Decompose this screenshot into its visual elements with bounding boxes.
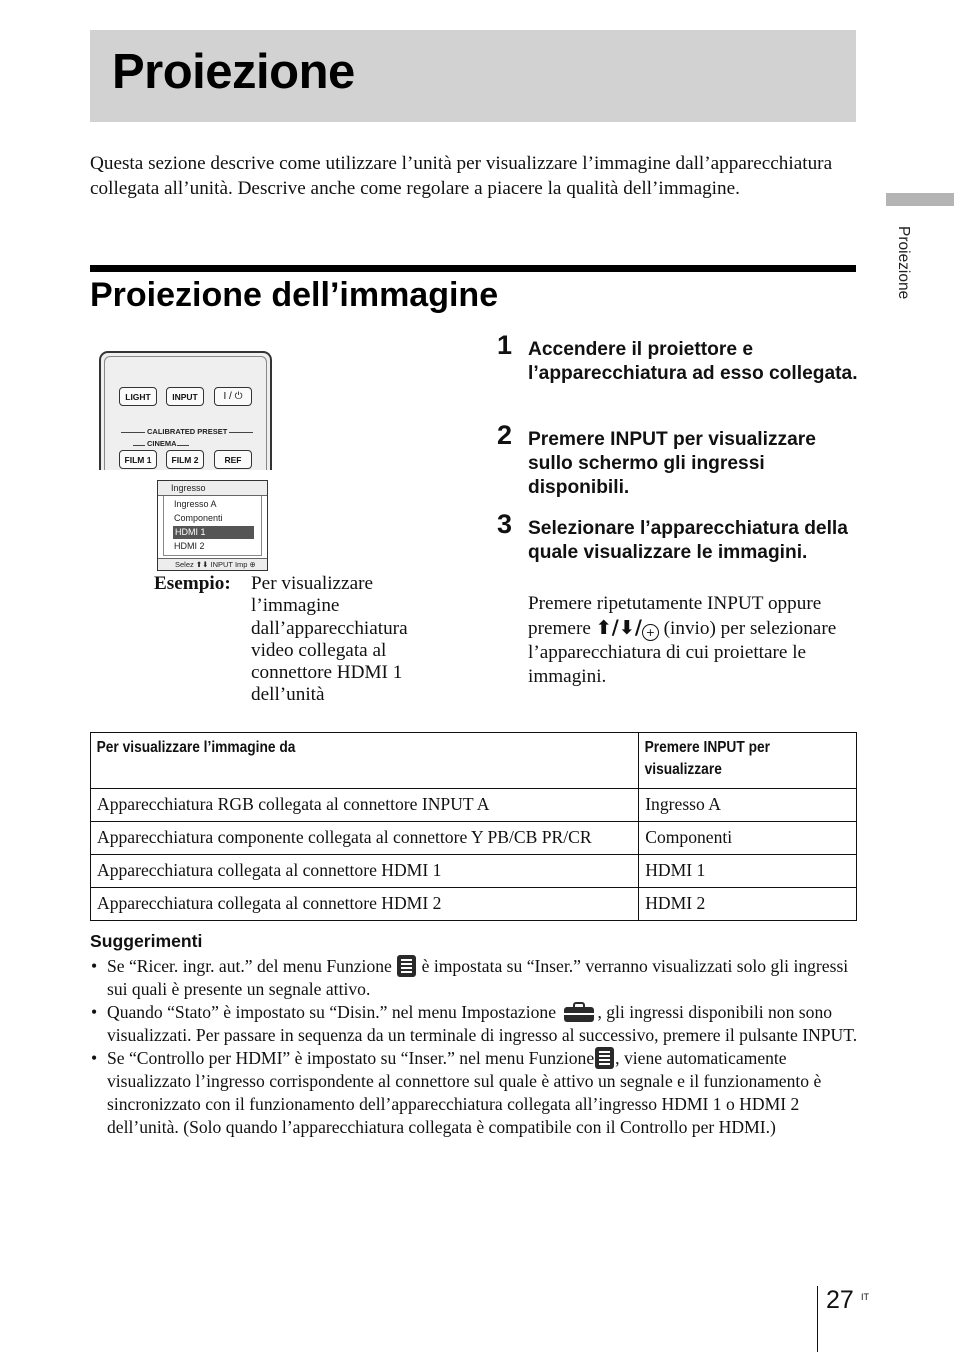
table-cell: HDMI 1 [639,855,857,888]
menu-title: Ingresso [158,481,267,496]
title-band [90,30,856,122]
table-cell: Apparecchiatura componente collegata al connettore Y PB/CB PR/CR [91,822,639,855]
menu-item: HDMI 2 [174,541,205,551]
menu-list [163,496,262,556]
function-menu-icon [595,1047,614,1069]
remote-divider [177,445,189,446]
step3-detail-text: (invio) per selezionare l’apparecchiatura di cui proiettare le immagini. [528,618,837,687]
table-header-row [91,733,857,789]
remote-cinema-label: CINEMA [147,439,177,448]
table-cell: Apparecchiatura collegata al connettore HDMI 1 [91,855,639,888]
remote-ref-button: REF [214,450,252,469]
step-text: Accendere il proiettore e l’apparecchiatura ad esso collegata. [528,339,858,384]
page-number: 27 [826,1286,854,1314]
remote-control-illustration [99,351,272,470]
tip-text: è impostata su “Inser.” verranno visualizzati solo gli ingressi sui quali è presente un segnale attivo. [107,956,849,999]
step3-detail [528,592,858,689]
tip-text: Se “Controllo per HDMI” è impostato su “Inser.” nel menu Funzione [107,1048,595,1068]
remote-divider [133,445,145,446]
intro-paragraph: Questa sezione descrive come utilizzare l’unità per visualizzare l’immagine dall’apparecchiatura collegata all’unità. Descrive anche come regolare a piacere la qualità dell’immagine. [90,153,833,199]
remote-film1-button: FILM 1 [119,450,157,469]
step-text: Selezionare l’apparecchiatura della quale visualizzare le immagini. [528,518,848,563]
tip-text: Quando “Stato” è impostato su “Disin.” nel menu Impostazione [107,1002,561,1022]
example-text: Per visualizzare l’immagine dall’apparecchiatura video collegata al connettore HDMI 1 dell’unità [251,573,408,706]
step-number: 3 [497,509,513,539]
menu-footer: Selez ⬆⬇ INPUT Imp ⊕ [158,558,267,570]
side-tab-marker [886,193,954,206]
arrow-keys-icon: ⬆/⬇/ [595,616,642,639]
table-cell: Ingresso A [639,789,857,822]
remote-input-button: INPUT [166,387,204,406]
table-row [91,855,857,888]
table-header: Premere INPUT per visualizzare [639,733,826,789]
remote-divider [229,432,253,433]
remote-power-button: I / ⏻ [214,387,252,406]
section-rule [90,265,856,272]
remote-film2-button: FILM 2 [166,450,204,469]
step-number: 2 [497,420,513,450]
table-cell: Apparecchiatura RGB collegata al connettore INPUT A [91,789,639,822]
enter-icon: + [642,624,659,641]
setup-menu-icon [564,1002,594,1022]
table-cell: Componenti [639,822,857,855]
page-number-rule [817,1286,818,1352]
page-title: Proiezione [112,45,355,99]
remote-divider [121,432,145,433]
function-menu-icon [397,955,416,977]
menu-item: Componenti [174,513,223,523]
table-cell: HDMI 2 [639,888,857,921]
tips-title: Suggerimenti [90,931,203,951]
side-tab-label: Proiezione [895,226,912,300]
input-table [90,732,857,921]
example-label: Esempio: [154,573,231,594]
tip-text: , gli ingressi disponibili non sono visualizzati. Per passare in sequenza da un terminale di ingresso al successivo, premere il pulsante INPUT. [107,1002,858,1045]
table-cell: Apparecchiatura collegata al connettore HDMI 2 [91,888,639,921]
remote-light-button: LIGHT [119,387,157,406]
menu-item: Ingresso A [174,499,217,509]
step3-detail-text: Premere ripetutamente INPUT oppure premere [528,593,822,639]
menu-item-selected: HDMI 1 [173,526,254,539]
table-header: Per visualizzare l’immagine da [91,733,562,789]
table-row [91,888,857,921]
tips-list [90,955,860,1139]
tip-text: Se “Ricer. ingr. aut.” del menu Funzione [107,956,397,976]
table-row [91,822,857,855]
remote-calibrated-label: CALIBRATED PRESET [147,427,228,436]
list-item [90,1047,860,1139]
input-menu-illustration [157,480,268,571]
page-language: IT [861,1292,869,1302]
step-number: 1 [497,330,513,360]
section-title: Proiezione dell’immagine [90,276,499,314]
list-item [90,1001,860,1047]
tip-text: , viene automaticamente visualizzato l’ingresso corrispondente al connettore sul quale è attivo un segnale e il funzionamento è sincronizzato con il funzionamento dell’apparecchiatura collegata all’ingresso HDMI 1 o HDMI 2 dell’unità. (Solo quando l’apparecchiatura collegata è compatibile con il Controllo per HDMI.) [107,1048,822,1137]
table-row [91,789,857,822]
list-item [90,955,860,1001]
step-text: Premere INPUT per visualizzare sullo schermo gli ingressi disponibili. [528,429,816,498]
